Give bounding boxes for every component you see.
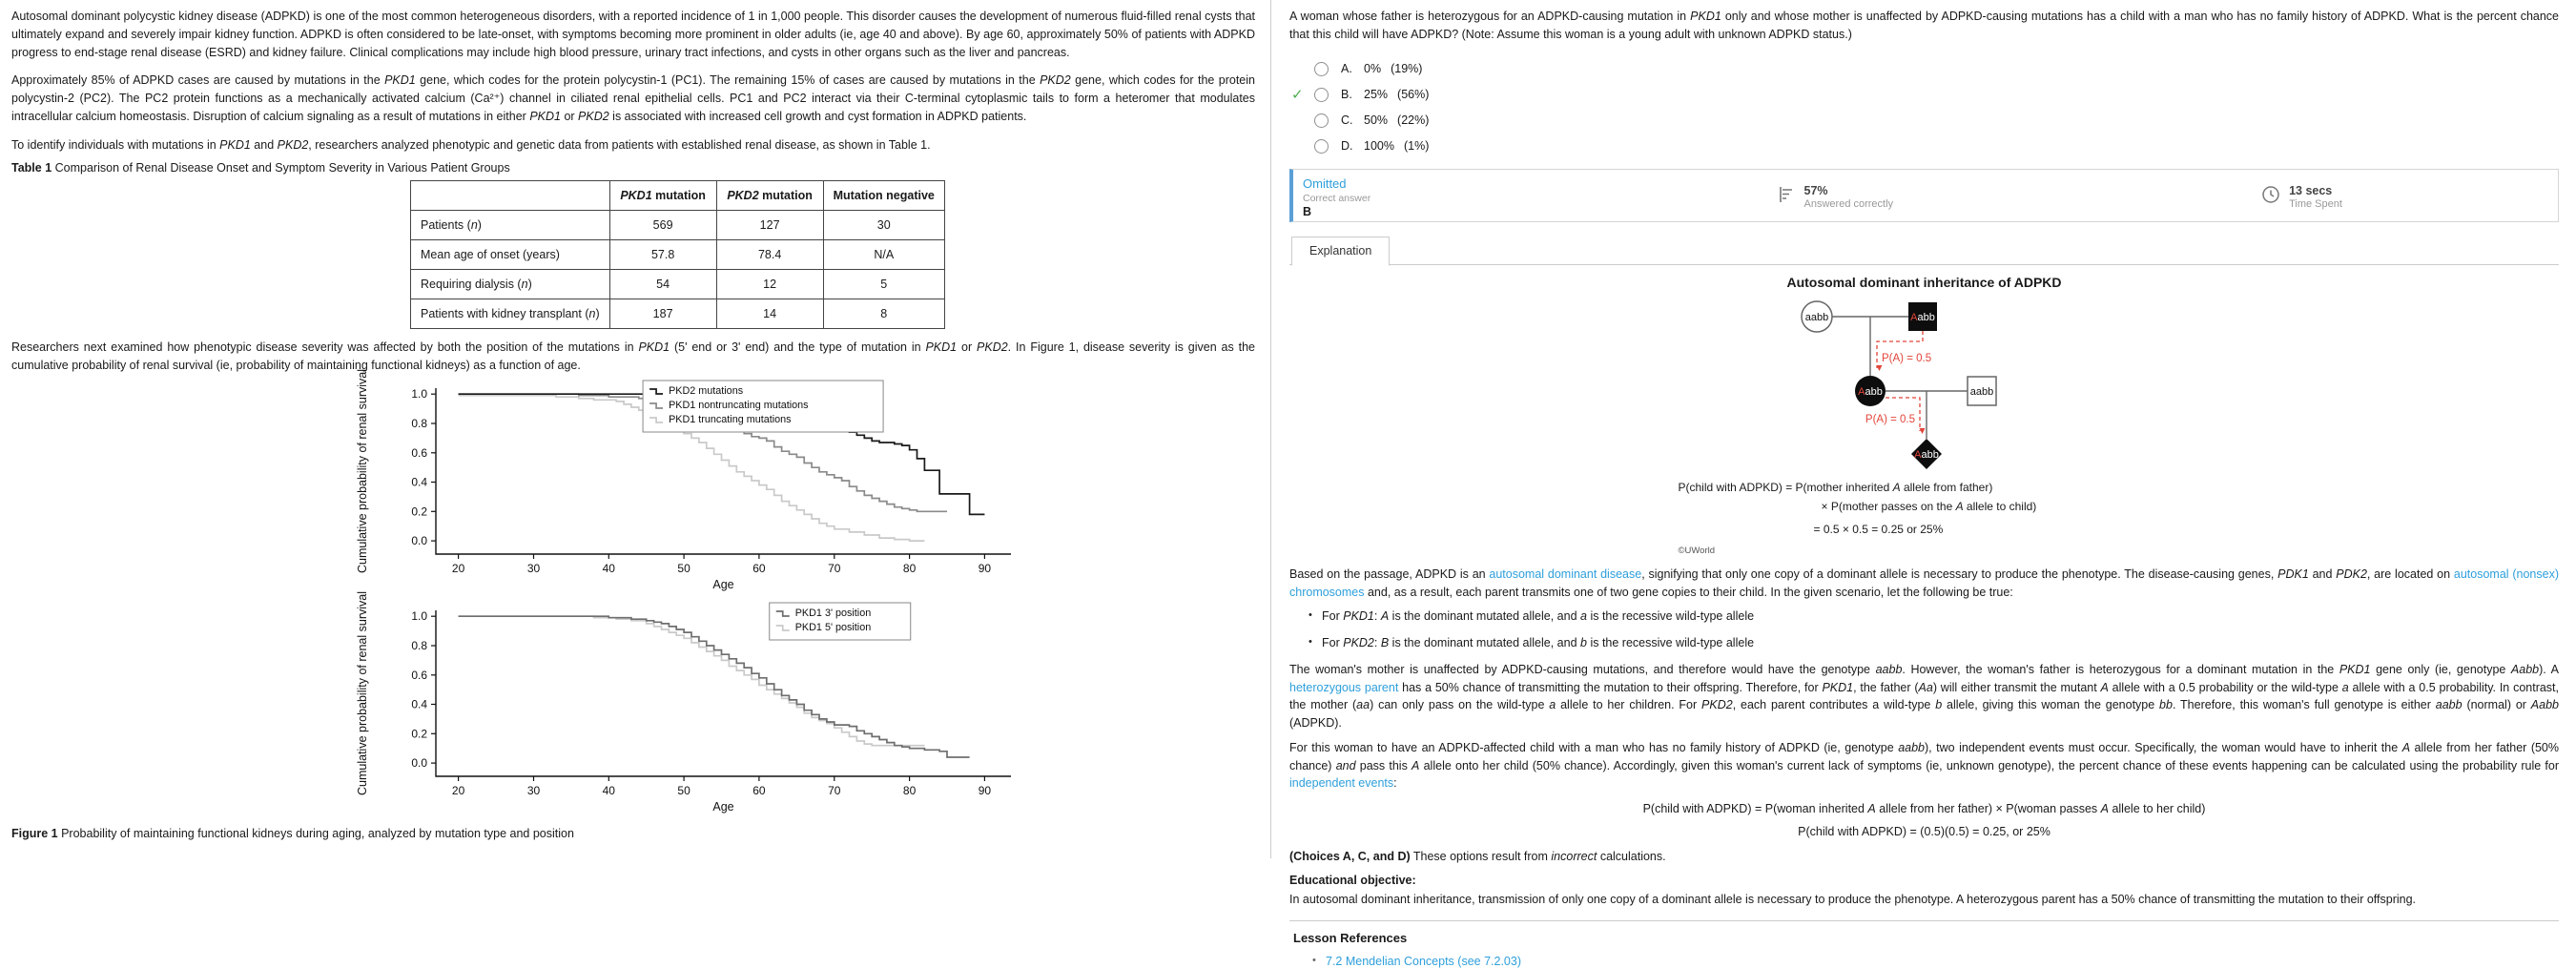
svg-text:60: 60 bbox=[752, 561, 766, 575]
choice-percent-picked: (22%) bbox=[1397, 113, 1430, 128]
radio-button-b[interactable] bbox=[1314, 88, 1329, 102]
table-header-row bbox=[411, 181, 945, 211]
svg-text:30: 30 bbox=[526, 561, 541, 575]
choice-c[interactable] bbox=[1291, 108, 2559, 134]
choice-percent-picked: (1%) bbox=[1403, 139, 1430, 154]
explanation-paragraph-1: Based on the passage, ADPKD is an autosomal dominant disease, signifying that only one copy of a dominant allele is necessary to produce the phenotype. The disease-causing genes, PDK1 and PDK2, are located on autosomal (nonsex) chromosomes and, as a result, each parent transmits one of two gene copies to their child. In the given scenario, let the following be true: bbox=[1289, 566, 2560, 599]
explanation-paragraph-2: The woman's mother is unaffected by ADPKD-causing mutations, and therefore would have the genotype aabb. However, the woman's father is heterozygous for a dominant mutation in the PKD1 gene only (ie, genotype Aabb). A heterozygous parent has a 50% chance of transmitting the mutation to their offspring. Therefore, for PKD1, the father (Aa) will either transmit the mutant A allele with a 0.5 probability or the wild-type a allele with a 0.5 probability. In contrast, the mother (aa) can only pass on the wild-type a allele to her children. For PKD2, each parent contributes a wild-type b allele, giving this woman the genotype bb. Therefore, this woman's full genotype is either aabb (normal) or Aabb (ADPKD). bbox=[1289, 662, 2560, 730]
allele-definitions-list bbox=[1309, 608, 2559, 652]
svg-text:0.0: 0.0 bbox=[411, 755, 427, 770]
choice-text: 100% bbox=[1364, 139, 1394, 154]
choice-letter: C. bbox=[1341, 113, 1353, 128]
table-header-pkd1: PKD1 mutation bbox=[609, 181, 716, 211]
section-divider bbox=[1289, 920, 2559, 921]
svg-text:0.4: 0.4 bbox=[411, 475, 427, 489]
bar-chart-icon bbox=[1776, 184, 1797, 210]
svg-text:20: 20 bbox=[451, 783, 465, 797]
probability-result: P(child with ADPKD) = (0.5)(0.5) = 0.25, or 25% bbox=[1798, 825, 2050, 838]
passage-paragraph-2: Approximately 85% of ADPKD cases are caused by mutations in the PKD1 gene, which codes for the protein polycystin-1 (PC1). The remaining 15% of cases are caused by mutations in the PKD2 gene, which codes for the protein polycystin-2 (PC2). The PC2 protein functions as a mechanically activated calcium (Ca²⁺) channel in ciliated renal epithelial cells. PC1 and PC2 interact via their C-terminal cytoplasmic tails to form a heteromer that modulates intracellular calcium homeostasis. Disruption of calcium signaling as a result of mutations in either PKD1 or PKD2 is associated with increased cell growth and cyst formation in ADPKD patients. bbox=[11, 73, 1255, 123]
svg-text:70: 70 bbox=[828, 783, 841, 797]
choice-d[interactable] bbox=[1291, 134, 2559, 159]
pedigree-title: Autosomal dominant inheritance of ADPKD bbox=[1786, 274, 2062, 290]
child-genotype: Aabb bbox=[1913, 448, 1939, 461]
svg-text:Cumulative probability of rena: Cumulative probability of renal survival bbox=[356, 368, 369, 573]
pedigree-figure bbox=[1619, 275, 2230, 556]
table-row: Mean age of onset (years) 57.8 78.4 N/A bbox=[411, 240, 945, 270]
svg-text:0.8: 0.8 bbox=[411, 416, 427, 430]
choice-text: 50% bbox=[1364, 113, 1389, 128]
svg-text:20: 20 bbox=[451, 561, 465, 575]
svg-text:PKD1 nontruncating mutations: PKD1 nontruncating mutations bbox=[669, 399, 809, 411]
result-stats-card bbox=[1289, 169, 2559, 222]
svg-text:90: 90 bbox=[978, 783, 992, 797]
svg-text:1.0: 1.0 bbox=[411, 386, 427, 401]
time-spent-value: 13 secs bbox=[2289, 183, 2333, 197]
table-header-negative: Mutation negative bbox=[823, 181, 944, 211]
question-text: A woman whose father is heterozygous for an ADPKD-causing mutation in PKD1 only and whose mother is unaffected by ADPKD-causing mutations has a child with a man who has no family history of ADPKD. What is the percent chance that this child will have ADPKD? (Note: Assume this woman is a young adult with unknown ADPKD status.) bbox=[1289, 10, 2559, 42]
pedigree-formula-line-2: × P(mother passes on the A allele to child) bbox=[1821, 499, 2037, 513]
grandfather-genotype: Aabb bbox=[1909, 311, 1935, 323]
svg-text:0.4: 0.4 bbox=[411, 697, 427, 711]
svg-text:1.0: 1.0 bbox=[411, 608, 427, 623]
svg-text:80: 80 bbox=[902, 561, 917, 575]
choice-a[interactable] bbox=[1291, 56, 2559, 82]
table-row: Requiring dialysis (n) 54 12 5 bbox=[411, 270, 945, 299]
svg-text:PKD1 truncating mutations: PKD1 truncating mutations bbox=[669, 413, 792, 425]
explanation-paragraph-3: For this woman to have an ADPKD-affected child with a man who has no family history of ADPKD (ie, genotype aabb), two independent events must occur. Specifically, the woman would have to inherit the A allele from her father (50% chance) and pass this A allele onto her child (50% chance). Accordingly, given this woman's current lack of symptoms (ie, unknown genotype), the percent chance of these events happening can be calculated using the probability rule for independent events: bbox=[1289, 740, 2560, 791]
woman-genotype: Aabb bbox=[1857, 385, 1883, 398]
passage-paragraph-4: Researchers next examined how phenotypic disease severity was affected by both the position of the mutations in PKD1 (5' end or 3' end) and the type of mutation in PKD1 or PKD2. In Figure 1, disease severity is given as the cumulative probability of renal survival (ie, probability of maintaining functional kidneys) as a function of age. bbox=[11, 340, 1256, 372]
time-spent-block bbox=[2260, 184, 2342, 210]
answered-correctly-label: Answered correctly bbox=[1803, 197, 1894, 210]
list-item-pkd2-alleles: • For PKD2: B is the dominant mutated allele, and b is the recessive wild-type allele bbox=[1309, 634, 2559, 652]
correct-answer-label: Correct answer bbox=[1303, 192, 1371, 204]
explanation-tabbar bbox=[1289, 236, 2559, 265]
svg-text:70: 70 bbox=[828, 561, 841, 575]
figure1-survival-chart-by-mutation-position bbox=[345, 590, 1255, 823]
svg-text:40: 40 bbox=[602, 561, 615, 575]
probability-label-1: P(A) = 0.5 bbox=[1881, 352, 1931, 364]
explanation-section bbox=[1289, 275, 2559, 968]
svg-text:Age: Age bbox=[712, 799, 734, 814]
incorrect-choices-note: (Choices A, C, and D) These options result from incorrect calculations. bbox=[1289, 850, 1666, 863]
passage-panel bbox=[0, 0, 1268, 858]
svg-text:30: 30 bbox=[526, 783, 541, 797]
choice-text: 25% bbox=[1364, 88, 1389, 102]
svg-text:PKD1 5' position: PKD1 5' position bbox=[794, 621, 872, 633]
svg-text:Age: Age bbox=[712, 577, 734, 591]
pedigree-formula-line-1: P(child with ADPKD) = P(mother inherited A allele from father) bbox=[1678, 480, 1993, 494]
table-title: Table 1 Comparison of Renal Disease Onset and Symptom Severity in Various Patient Groups bbox=[11, 161, 510, 175]
svg-text:50: 50 bbox=[677, 783, 690, 797]
probability-label-2: P(A) = 0.5 bbox=[1865, 413, 1915, 425]
figure1-caption: Figure 1 Probability of maintaining functional kidneys during aging, analyzed by mutation type and position bbox=[11, 826, 574, 840]
lesson-reference-link[interactable]: • 7.2 Mendelian Concepts (see 7.2.03) bbox=[1312, 955, 2559, 968]
man-genotype: aabb bbox=[1969, 385, 1993, 398]
tab-explanation[interactable]: Explanation bbox=[1291, 237, 1390, 266]
choice-percent-picked: (56%) bbox=[1397, 88, 1430, 102]
answered-correctly-percent: 57% bbox=[1803, 183, 1828, 197]
table-corner-cell bbox=[411, 181, 610, 211]
choice-letter: B. bbox=[1341, 88, 1352, 102]
clock-icon bbox=[2260, 184, 2281, 210]
svg-text:Cumulative probability of rena: Cumulative probability of renal survival bbox=[356, 590, 369, 795]
pedigree-diagram bbox=[1720, 294, 2130, 477]
svg-text:PKD1 3' position: PKD1 3' position bbox=[794, 607, 872, 619]
figure1-survival-chart-by-mutation-type bbox=[345, 368, 1255, 601]
svg-text:0.6: 0.6 bbox=[411, 445, 427, 460]
pedigree-formula-line-3: = 0.5 × 0.5 = 0.25 or 25% bbox=[1813, 522, 1944, 536]
table-1 bbox=[410, 180, 945, 329]
radio-button-c[interactable] bbox=[1314, 113, 1329, 128]
radio-button-d[interactable] bbox=[1314, 139, 1329, 154]
svg-text:0.8: 0.8 bbox=[411, 638, 427, 652]
table-header-pkd2: PKD2 mutation bbox=[716, 181, 823, 211]
choice-b[interactable] bbox=[1291, 82, 2559, 108]
passage-paragraph-1: Autosomal dominant polycystic kidney disease (ADPKD) is one of the most common heterogeneous disorders, with a reported incidence of 1 in 1,000 people. This disorder causes the development of numerous fluid-filled renal cysts that ultimately expand and severely impair kidney function. ADPKD is often considered to be late-onset, with symptoms becoming more prominent in older adults (ie, age 40 and above). By age 60, approximately 50% of patients with ADPKD progress to end-stage renal disease (ESRD) and kidney failure. Clinical complications may include high blood pressure, urinary tract infections, and cysts in other organs such as the liver and pancreas. bbox=[11, 10, 1255, 59]
panel-divider bbox=[1270, 0, 1271, 858]
lesson-references-title: Lesson References bbox=[1293, 930, 1408, 945]
time-spent-label: Time Spent bbox=[2289, 197, 2342, 210]
choice-letter: D. bbox=[1341, 139, 1353, 154]
result-status-block bbox=[1303, 176, 1776, 218]
choice-letter: A. bbox=[1341, 62, 1352, 76]
table-row: Patients with kidney transplant (n) 187 14 8 bbox=[411, 299, 945, 329]
choice-text: 0% bbox=[1364, 62, 1382, 76]
answer-choices bbox=[1291, 56, 2559, 159]
educational-objective-text: In autosomal dominant inheritance, transmission of only one copy of a dominant allele is necessary to produce the phenotype. A heterozygous parent has a 50% chance of transmitting the mutation to their offspring. bbox=[1289, 892, 2417, 906]
svg-text:0.2: 0.2 bbox=[411, 505, 427, 519]
probability-formula: P(child with ADPKD) = P(woman inherited A allele from her father) × P(woman passes A allele to her child) bbox=[1642, 802, 2206, 815]
svg-text:40: 40 bbox=[602, 783, 615, 797]
svg-text:0.0: 0.0 bbox=[411, 533, 427, 547]
lesson-references-list bbox=[1312, 955, 2559, 968]
svg-text:PKD2 mutations: PKD2 mutations bbox=[669, 384, 744, 397]
svg-text:50: 50 bbox=[677, 561, 690, 575]
correct-answer-letter: B bbox=[1303, 204, 1312, 218]
passage-paragraph-3: To identify individuals with mutations in PKD1 and PKD2, researchers analyzed phenotypic and genetic data from patients with established renal disease, as shown in Table 1. bbox=[11, 137, 931, 152]
answered-correctly-block bbox=[1776, 184, 2261, 210]
omitted-status: Omitted bbox=[1303, 175, 1347, 191]
question-panel bbox=[1274, 0, 2576, 968]
educational-objective-label: Educational objective: bbox=[1289, 873, 1416, 887]
svg-text:0.2: 0.2 bbox=[411, 727, 427, 741]
svg-text:60: 60 bbox=[752, 783, 766, 797]
svg-text:80: 80 bbox=[902, 783, 917, 797]
radio-button-a[interactable] bbox=[1314, 62, 1329, 76]
svg-text:0.6: 0.6 bbox=[411, 668, 427, 682]
choice-percent-picked: (19%) bbox=[1391, 62, 1423, 76]
list-item-pkd1-alleles: • For PKD1: A is the dominant mutated allele, and a is the recessive wild-type allele bbox=[1309, 608, 2559, 626]
grandmother-genotype: aabb bbox=[1804, 311, 1828, 323]
table-row: Patients (n) 569 127 30 bbox=[411, 211, 945, 240]
svg-text:90: 90 bbox=[978, 561, 992, 575]
correct-check-icon: ✓ bbox=[1291, 87, 1304, 104]
uworld-copyright: ©UWorld bbox=[1678, 545, 1715, 556]
